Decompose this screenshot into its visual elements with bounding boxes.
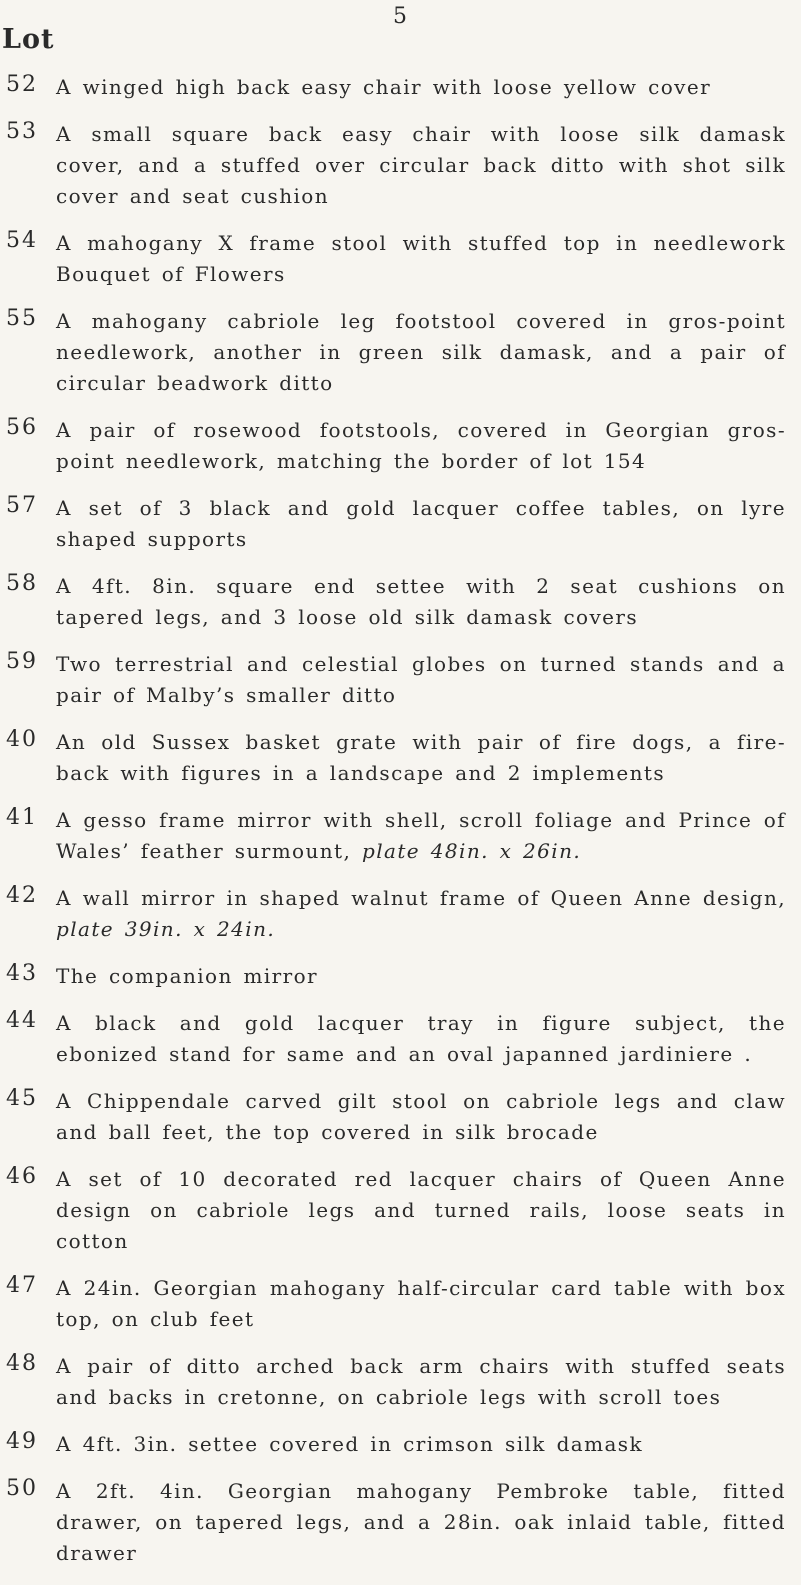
- lot-number: 53: [6, 119, 38, 144]
- lot-entry: [0, 1476, 801, 1569]
- lot-description: [56, 1351, 786, 1413]
- lot-description: [56, 119, 786, 212]
- lot-number: 42: [6, 883, 38, 908]
- page-number: 5: [393, 4, 408, 29]
- lot-description: [56, 1164, 786, 1257]
- lot-number: 55: [6, 306, 38, 331]
- lot-description-text: A set of 10 decorated red lacquer chairs of Queen Anne design on cabriole legs and turned rails, loose seats in cotton: [56, 1167, 786, 1253]
- lot-description-text: Two terrestrial and celestial globes on turned stands and a pair of Malby’s smaller ditto: [56, 652, 786, 707]
- lot-entry: [0, 883, 801, 945]
- lot-description: [56, 306, 786, 399]
- lot-description: [56, 727, 786, 789]
- lot-description-text: A set of 3 black and gold lacquer coffee tables, on lyre shaped supports: [56, 496, 786, 551]
- lot-description: [56, 493, 786, 555]
- lot-description: [56, 649, 786, 711]
- lot-entry: [0, 306, 801, 399]
- lot-description-text: A 2ft. 4in. Georgian mahogany Pembroke table, fitted drawer, on tapered legs, and a 28in. oak inlaid table, fitted drawer: [56, 1479, 786, 1565]
- lot-number: 44: [6, 1008, 38, 1033]
- lot-description: [56, 805, 786, 867]
- lot-description-text: A mahogany cabriole leg footstool covered in gros-point needlework, another in green silk damask, and a pair of circular beadwork ditto: [56, 309, 786, 395]
- lot-number: 52: [6, 72, 38, 97]
- lot-entry: [0, 649, 801, 711]
- lot-description: [56, 72, 786, 103]
- lot-entry: [0, 1164, 801, 1257]
- lot-description: [56, 961, 786, 992]
- lot-description-text: An old Sussex basket grate with pair of fire dogs, a fire-back with figures in a landscape and 2 implements: [56, 730, 786, 785]
- lot-entry: [0, 228, 801, 290]
- lot-entry: [0, 72, 801, 103]
- lot-entry: [0, 1351, 801, 1413]
- lot-entry: [0, 119, 801, 212]
- lot-number: 41: [6, 805, 38, 830]
- lot-number: 46: [6, 1164, 38, 1189]
- lot-list: [0, 72, 801, 1585]
- lot-entry: [0, 805, 801, 867]
- lot-description: [56, 1008, 786, 1070]
- lot-entry: [0, 1008, 801, 1070]
- lot-number: 40: [6, 727, 38, 752]
- lot-number: 50: [6, 1476, 38, 1501]
- lot-entry: [0, 415, 801, 477]
- lot-description-text: A 4ft. 3in. settee covered in crimson silk damask: [56, 1432, 643, 1456]
- lot-entry: [0, 571, 801, 633]
- lot-description-text: A 24in. Georgian mahogany half-circular card table with box top, on club feet: [56, 1276, 786, 1331]
- lot-description-text: A black and gold lacquer tray in figure subject, the ebonized stand for same and an oval japanned jardiniere .: [56, 1011, 786, 1066]
- lot-number: 45: [6, 1086, 38, 1111]
- lot-entry: [0, 961, 801, 992]
- lot-description: [56, 228, 786, 290]
- lot-description-text: A pair of rosewood footstools, covered in Georgian gros-point needlework, matching the border of lot 154: [56, 418, 786, 473]
- lot-description-text: A pair of ditto arched back arm chairs with stuffed seats and backs in cretonne, on cabriole legs with scroll toes: [56, 1354, 786, 1409]
- lot-entry: [0, 1429, 801, 1460]
- lot-description-text: A 4ft. 8in. square end settee with 2 seat cushions on tapered legs, and 3 loose old silk damask covers: [56, 574, 786, 629]
- lot-entry: [0, 1086, 801, 1148]
- lot-description-text: A Chippendale carved gilt stool on cabriole legs and claw and ball feet, the top covered in silk brocade: [56, 1089, 786, 1144]
- lot-plate-dimensions: plate 39in. x 24in.: [56, 917, 276, 941]
- lot-number: 48: [6, 1351, 38, 1376]
- lot-description: [56, 571, 786, 633]
- lot-description: [56, 1273, 786, 1335]
- lot-description: [56, 1429, 786, 1460]
- lot-description-text: The companion mirror: [56, 964, 318, 988]
- lot-entry: [0, 1273, 801, 1335]
- lot-plate-dimensions: plate 48in. x 26in.: [362, 839, 582, 863]
- lot-number: 47: [6, 1273, 38, 1298]
- lot-number: 54: [6, 228, 38, 253]
- lot-number: 57: [6, 493, 38, 518]
- lot-number: 59: [6, 649, 38, 674]
- lot-entry: [0, 727, 801, 789]
- lot-description: [56, 415, 786, 477]
- lot-number: 43: [6, 961, 38, 986]
- lot-description-text: A mahogany X frame stool with stuffed top in needlework Bouquet of Flowers: [56, 231, 786, 286]
- lot-entry: [0, 493, 801, 555]
- lot-number: 49: [6, 1429, 38, 1454]
- lot-description: [56, 883, 786, 945]
- lot-description: [56, 1476, 786, 1569]
- lot-number: 58: [6, 571, 38, 596]
- lot-description-text: A small square back easy chair with loose silk damask cover, and a stuffed over circular back ditto with shot silk cover and seat cushion: [56, 122, 786, 208]
- lot-description-text: A gesso frame mirror with shell, scroll foliage and Prince of Wales’ feather surmount,: [56, 808, 786, 863]
- lot-column-heading: Lot: [2, 24, 55, 55]
- lot-description-text: A wall mirror in shaped walnut frame of Queen Anne design,: [56, 886, 786, 910]
- lot-description: [56, 1086, 786, 1148]
- lot-description-text: A winged high back easy chair with loose yellow cover: [56, 75, 712, 99]
- lot-number: 56: [6, 415, 38, 440]
